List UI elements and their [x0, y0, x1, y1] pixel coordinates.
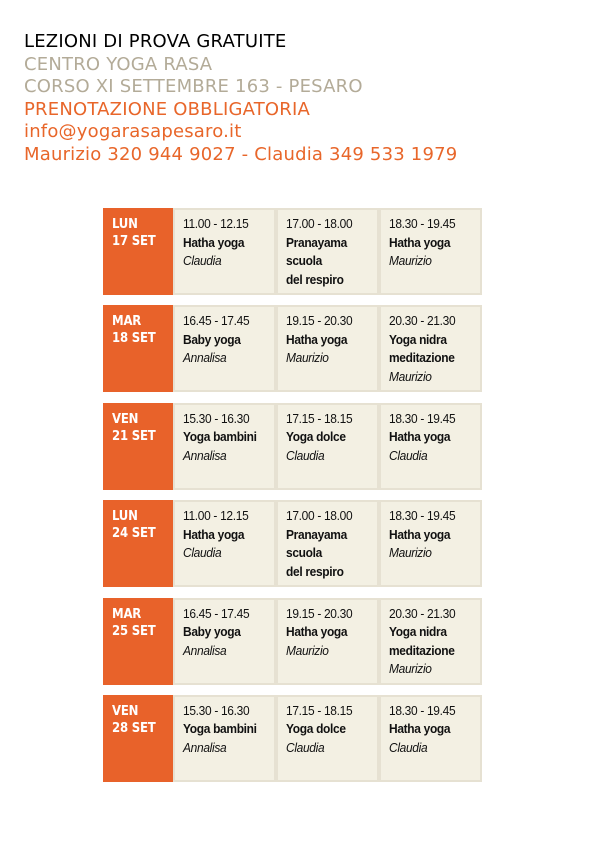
class-title: del respiro — [286, 563, 344, 579]
class-slot — [381, 600, 480, 683]
class-teacher: Maurizio — [389, 545, 432, 561]
day-date: 17 SET — [112, 234, 156, 249]
class-time: 18.30 - 19.45 — [389, 702, 456, 718]
class-title: del respiro — [286, 271, 344, 287]
class-title: Hatha yoga — [389, 721, 451, 737]
class-teacher: Annalisa — [183, 642, 227, 658]
class-time: 11.00 - 12.15 — [183, 216, 249, 231]
day-name: LUN — [112, 509, 138, 525]
class-teacher: Annalisa — [183, 447, 227, 463]
class-title: Yoga nidra — [389, 624, 447, 640]
class-slot — [278, 210, 377, 293]
contact-email: info@yogarasapesaro.it — [24, 121, 242, 142]
class-teacher: Maurizio — [389, 253, 432, 268]
schedule-row — [103, 208, 482, 295]
day-name: LUN — [112, 217, 138, 232]
day-cell — [103, 695, 173, 782]
class-title: scuola — [286, 253, 322, 268]
class-teacher: Claudia — [183, 545, 222, 561]
class-time: 19.15 - 20.30 — [286, 313, 353, 329]
class-slot — [175, 405, 274, 488]
day-name: VEN — [112, 411, 139, 427]
class-teacher: Maurizio — [389, 661, 432, 677]
class-slot — [175, 502, 274, 585]
day-name: VEN — [112, 703, 139, 719]
day-date: 28 SET — [112, 720, 156, 736]
class-slot — [381, 697, 480, 780]
class-slot — [381, 502, 480, 585]
day-date: 24 SET — [112, 526, 156, 542]
schedule-row — [103, 500, 482, 587]
day-name: MAR — [112, 606, 142, 622]
class-teacher: Maurizio — [389, 368, 432, 384]
class-title: Yoga dolce — [286, 721, 346, 737]
class-teacher: Claudia — [286, 447, 325, 463]
booking-required-notice: PRENOTAZIONE OBBLIGATORIA — [24, 98, 311, 120]
day-cell — [103, 305, 173, 392]
class-title: Hatha yoga — [183, 234, 245, 250]
class-slot — [175, 697, 274, 780]
class-teacher: Claudia — [389, 739, 428, 755]
class-title: meditazione — [389, 642, 455, 658]
contact-phones: Maurizio 320 944 9027 - Claudia 349 533 1979 — [24, 143, 458, 165]
class-teacher: Claudia — [286, 739, 325, 755]
class-time: 17.15 - 18.15 — [286, 410, 353, 426]
class-title: Yoga nidra — [389, 331, 447, 347]
day-cell — [103, 500, 173, 587]
class-title: Yoga dolce — [286, 429, 346, 445]
day-cell — [103, 403, 173, 490]
class-slot — [175, 600, 274, 683]
schedule-row — [103, 403, 482, 490]
class-time: 18.30 - 19.45 — [389, 410, 456, 426]
class-time: 17.00 - 18.00 — [286, 508, 353, 524]
class-slot — [278, 502, 377, 585]
center-name: CENTRO YOGA RASA — [24, 53, 213, 75]
class-slot — [381, 405, 480, 488]
class-time: 17.00 - 18.00 — [286, 216, 353, 231]
header — [24, 31, 594, 166]
schedule-row — [103, 305, 482, 392]
class-title: Pranayama — [286, 526, 347, 542]
class-teacher: Maurizio — [286, 350, 329, 366]
class-time: 15.30 - 16.30 — [183, 410, 250, 426]
day-date: 25 SET — [112, 623, 156, 639]
class-teacher: Annalisa — [183, 350, 227, 366]
class-title: Hatha yoga — [389, 526, 451, 542]
day-cell — [103, 208, 173, 295]
schedule-row — [103, 695, 482, 782]
class-slot — [278, 307, 377, 390]
class-time: 19.15 - 20.30 — [286, 605, 353, 621]
class-title: Hatha yoga — [286, 624, 348, 640]
class-title: Yoga bambini — [183, 721, 257, 737]
class-title: Hatha yoga — [389, 234, 451, 250]
class-time: 18.30 - 19.45 — [389, 216, 456, 231]
class-time: 16.45 - 17.45 — [183, 313, 250, 329]
class-time: 18.30 - 19.45 — [389, 508, 456, 524]
class-slot — [278, 405, 377, 488]
class-title: Pranayama — [286, 234, 347, 250]
class-title: Baby yoga — [183, 331, 241, 347]
schedule-row — [103, 598, 482, 685]
schedule-table — [103, 208, 482, 792]
class-time: 15.30 - 16.30 — [183, 702, 250, 718]
class-title: meditazione — [389, 350, 455, 366]
class-title: scuola — [286, 545, 322, 561]
class-time: 20.30 - 21.30 — [389, 313, 456, 329]
class-time: 11.00 - 12.15 — [183, 508, 249, 524]
title-free-trial-lessons: LEZIONI DI PROVA GRATUITE — [24, 31, 287, 52]
class-title: Hatha yoga — [389, 429, 451, 445]
class-slot — [175, 307, 274, 390]
class-teacher: Annalisa — [183, 739, 227, 755]
class-time: 20.30 - 21.30 — [389, 605, 456, 621]
class-time: 16.45 - 17.45 — [183, 605, 250, 621]
class-teacher: Claudia — [389, 447, 428, 463]
class-time: 17.15 - 18.15 — [286, 702, 353, 718]
class-title: Baby yoga — [183, 624, 241, 640]
class-title: Hatha yoga — [286, 331, 348, 347]
center-address: CORSO XI SETTEMBRE 163 - PESARO — [24, 76, 363, 97]
class-teacher: Maurizio — [286, 642, 329, 658]
class-title: Yoga bambini — [183, 429, 257, 445]
class-slot — [381, 307, 480, 390]
day-name: MAR — [112, 314, 142, 330]
class-slot — [381, 210, 480, 293]
class-teacher: Claudia — [183, 253, 222, 268]
day-cell — [103, 598, 173, 685]
class-slot — [278, 600, 377, 683]
day-date: 21 SET — [112, 428, 156, 444]
class-slot — [175, 210, 274, 293]
day-date: 18 SET — [112, 331, 156, 347]
class-slot — [278, 697, 377, 780]
class-title: Hatha yoga — [183, 526, 245, 542]
